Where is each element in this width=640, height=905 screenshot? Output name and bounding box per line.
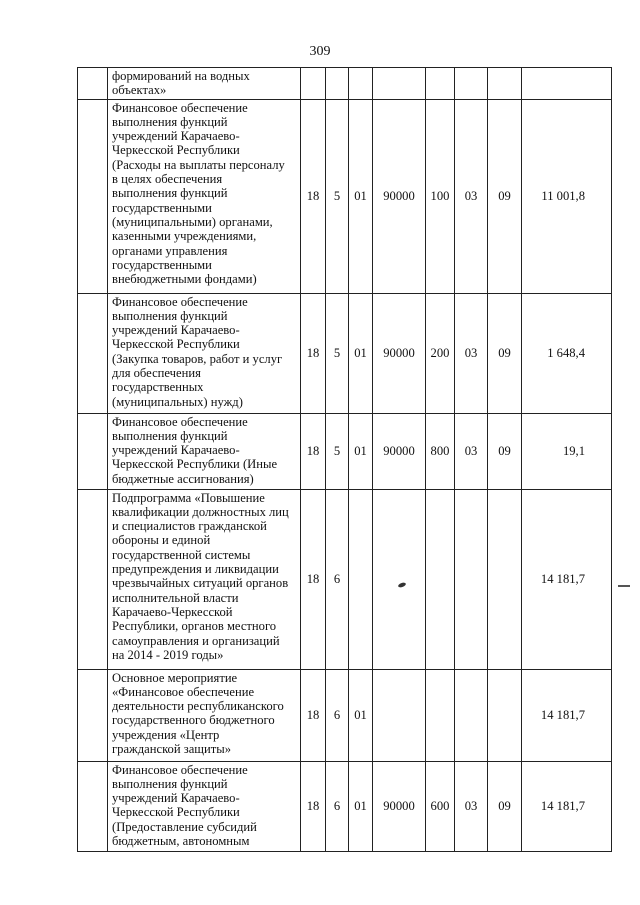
name-line: и специалистов гражданской (112, 519, 267, 534)
name-line: квалификации должностных лиц (112, 504, 289, 519)
index-cell (78, 413, 108, 489)
name-cell (108, 669, 301, 761)
name-line: учреждений Карачаево- (112, 791, 240, 806)
pr-cell: 01 (349, 293, 373, 413)
pr-cell (349, 489, 373, 669)
code-cell-b: 09 (488, 761, 522, 851)
amount-cell: 11 001,8 (522, 99, 612, 293)
csr-cell (373, 669, 426, 761)
name-line: исполнительной власти (112, 590, 239, 605)
name-line: (Закупка товаров, работ и услуг (112, 351, 283, 366)
name-line: Черкесской Республики (112, 143, 240, 158)
name-line: внебюджетными фондами) (112, 272, 257, 287)
rz-cell: 5 (326, 99, 349, 293)
name-cell (108, 68, 301, 100)
vr-cell: 200 (426, 293, 455, 413)
name-line: государственных (112, 380, 204, 395)
name-line: Черкесской Республики (Иные (112, 457, 278, 472)
csr-cell: 90000 (373, 761, 426, 851)
code-cell-b: 09 (488, 99, 522, 293)
name-line: (муниципальными) органами, (112, 214, 273, 229)
vr-cell (426, 669, 455, 761)
code-cell-b: 09 (488, 413, 522, 489)
name-line: Подпрограмма «Повышение (112, 490, 265, 505)
name-line: объектах» (112, 83, 167, 98)
index-cell (78, 761, 108, 851)
name-line: гражданской защиты» (112, 742, 232, 757)
name-line: деятельности республиканского (112, 699, 284, 714)
csr-cell: 90000 (373, 293, 426, 413)
name-line: выполнения функций (112, 428, 228, 443)
pr-cell: 01 (349, 413, 373, 489)
pr-cell: 01 (349, 669, 373, 761)
name-line: выполнения функций (112, 114, 228, 129)
budget-table (77, 67, 612, 852)
vr-cell: 800 (426, 413, 455, 489)
amount-cell: 1 648,4 (522, 293, 612, 413)
code-cell-a (455, 669, 488, 761)
amount-cell (522, 68, 612, 100)
name-cell (108, 99, 301, 293)
name-line: Республики, органов местного (112, 619, 277, 634)
name-line: государственными (112, 200, 212, 215)
code-cell-b (488, 669, 522, 761)
table-row (78, 99, 612, 293)
table-row (78, 68, 612, 100)
name-line: выполнения функций (112, 776, 228, 791)
name-line: бюджетным, автономным (112, 834, 250, 849)
rz-cell: 6 (326, 489, 349, 669)
name-cell (108, 293, 301, 413)
gr-cell: 18 (301, 413, 326, 489)
code-cell-b (488, 68, 522, 100)
gr-cell (301, 68, 326, 100)
name-line: Финансовое обеспечение (112, 414, 248, 429)
table-row (78, 293, 612, 413)
rz-cell (326, 68, 349, 100)
rz-cell: 5 (326, 413, 349, 489)
index-cell (78, 68, 108, 100)
page-number: 309 (309, 44, 331, 59)
amount-cell: 14 181,7 (522, 489, 612, 669)
table-row (78, 413, 612, 489)
index-cell (78, 293, 108, 413)
gr-cell: 18 (301, 489, 326, 669)
index-cell (78, 489, 108, 669)
rz-cell: 6 (326, 761, 349, 851)
name-line: чрезвычайных ситуаций органов (112, 576, 289, 591)
name-line: учреждений Карачаево- (112, 323, 240, 338)
name-line: (Предоставление субсидий (112, 819, 257, 834)
name-line: Финансовое обеспечение (112, 294, 248, 309)
name-line: Черкесской Республики (112, 337, 240, 352)
name-cell (108, 761, 301, 851)
name-line: государственной системы (112, 547, 251, 562)
index-cell (78, 99, 108, 293)
name-line: формирований на водных (112, 69, 250, 83)
pr-cell: 01 (349, 761, 373, 851)
amount-cell: 14 181,7 (522, 761, 612, 851)
name-line: (муниципальных) нужд) (112, 394, 243, 409)
rz-cell: 5 (326, 293, 349, 413)
vr-cell (426, 68, 455, 100)
gr-cell: 18 (301, 761, 326, 851)
vr-cell (426, 489, 455, 669)
name-cell (108, 413, 301, 489)
name-line: государственными (112, 257, 212, 272)
name-line: Черкесской Республики (112, 805, 240, 820)
csr-cell (373, 489, 426, 669)
name-line: Финансовое обеспечение (112, 100, 248, 115)
name-line: выполнения функций (112, 186, 228, 201)
code-cell-a (455, 489, 488, 669)
name-line: бюджетные ассигнования) (112, 471, 254, 486)
code-cell-b: 09 (488, 293, 522, 413)
table-row (78, 489, 612, 669)
name-line: учреждений Карачаево- (112, 129, 240, 144)
name-line: казенными учреждениями, (112, 229, 257, 244)
name-line: для обеспечения (112, 366, 201, 381)
pr-cell (349, 68, 373, 100)
gr-cell: 18 (301, 669, 326, 761)
name-line: предупреждения и ликвидации (112, 562, 279, 577)
vr-cell: 100 (426, 99, 455, 293)
vr-cell: 600 (426, 761, 455, 851)
amount-cell: 14 181,7 (522, 669, 612, 761)
name-line: органами управления (112, 243, 228, 258)
name-line: Финансовое обеспечение (112, 762, 248, 777)
code-cell-a: 03 (455, 413, 488, 489)
amount-cell: 19,1 (522, 413, 612, 489)
name-line: в целях обеспечения (112, 172, 223, 187)
table-row (78, 669, 612, 761)
name-cell (108, 489, 301, 669)
csr-cell: 90000 (373, 99, 426, 293)
table-row (78, 761, 612, 851)
name-line: Основное мероприятие (112, 670, 238, 685)
rz-cell: 6 (326, 669, 349, 761)
code-cell-a (455, 68, 488, 100)
name-line: государственного бюджетного (112, 713, 275, 728)
gr-cell: 18 (301, 293, 326, 413)
code-cell-a: 03 (455, 761, 488, 851)
csr-cell: 90000 (373, 413, 426, 489)
code-cell-a: 03 (455, 99, 488, 293)
name-line: учреждений Карачаево- (112, 443, 240, 458)
pr-cell: 01 (349, 99, 373, 293)
name-line: обороны и единой (112, 533, 211, 548)
name-line: на 2014 - 2019 годы» (112, 647, 224, 662)
name-line: выполнения функций (112, 308, 228, 323)
name-line: самоуправления и организаций (112, 633, 280, 648)
name-line: Карачаево-Черкесской (112, 604, 233, 619)
name-line: «Финансовое обеспечение (112, 684, 255, 699)
code-cell-b (488, 489, 522, 669)
csr-cell (373, 68, 426, 100)
index-cell (78, 669, 108, 761)
margin-mark (618, 585, 630, 587)
name-line: (Расходы на выплаты персоналу (112, 157, 285, 172)
gr-cell: 18 (301, 99, 326, 293)
code-cell-a: 03 (455, 293, 488, 413)
name-line: учреждения «Центр (112, 727, 220, 742)
